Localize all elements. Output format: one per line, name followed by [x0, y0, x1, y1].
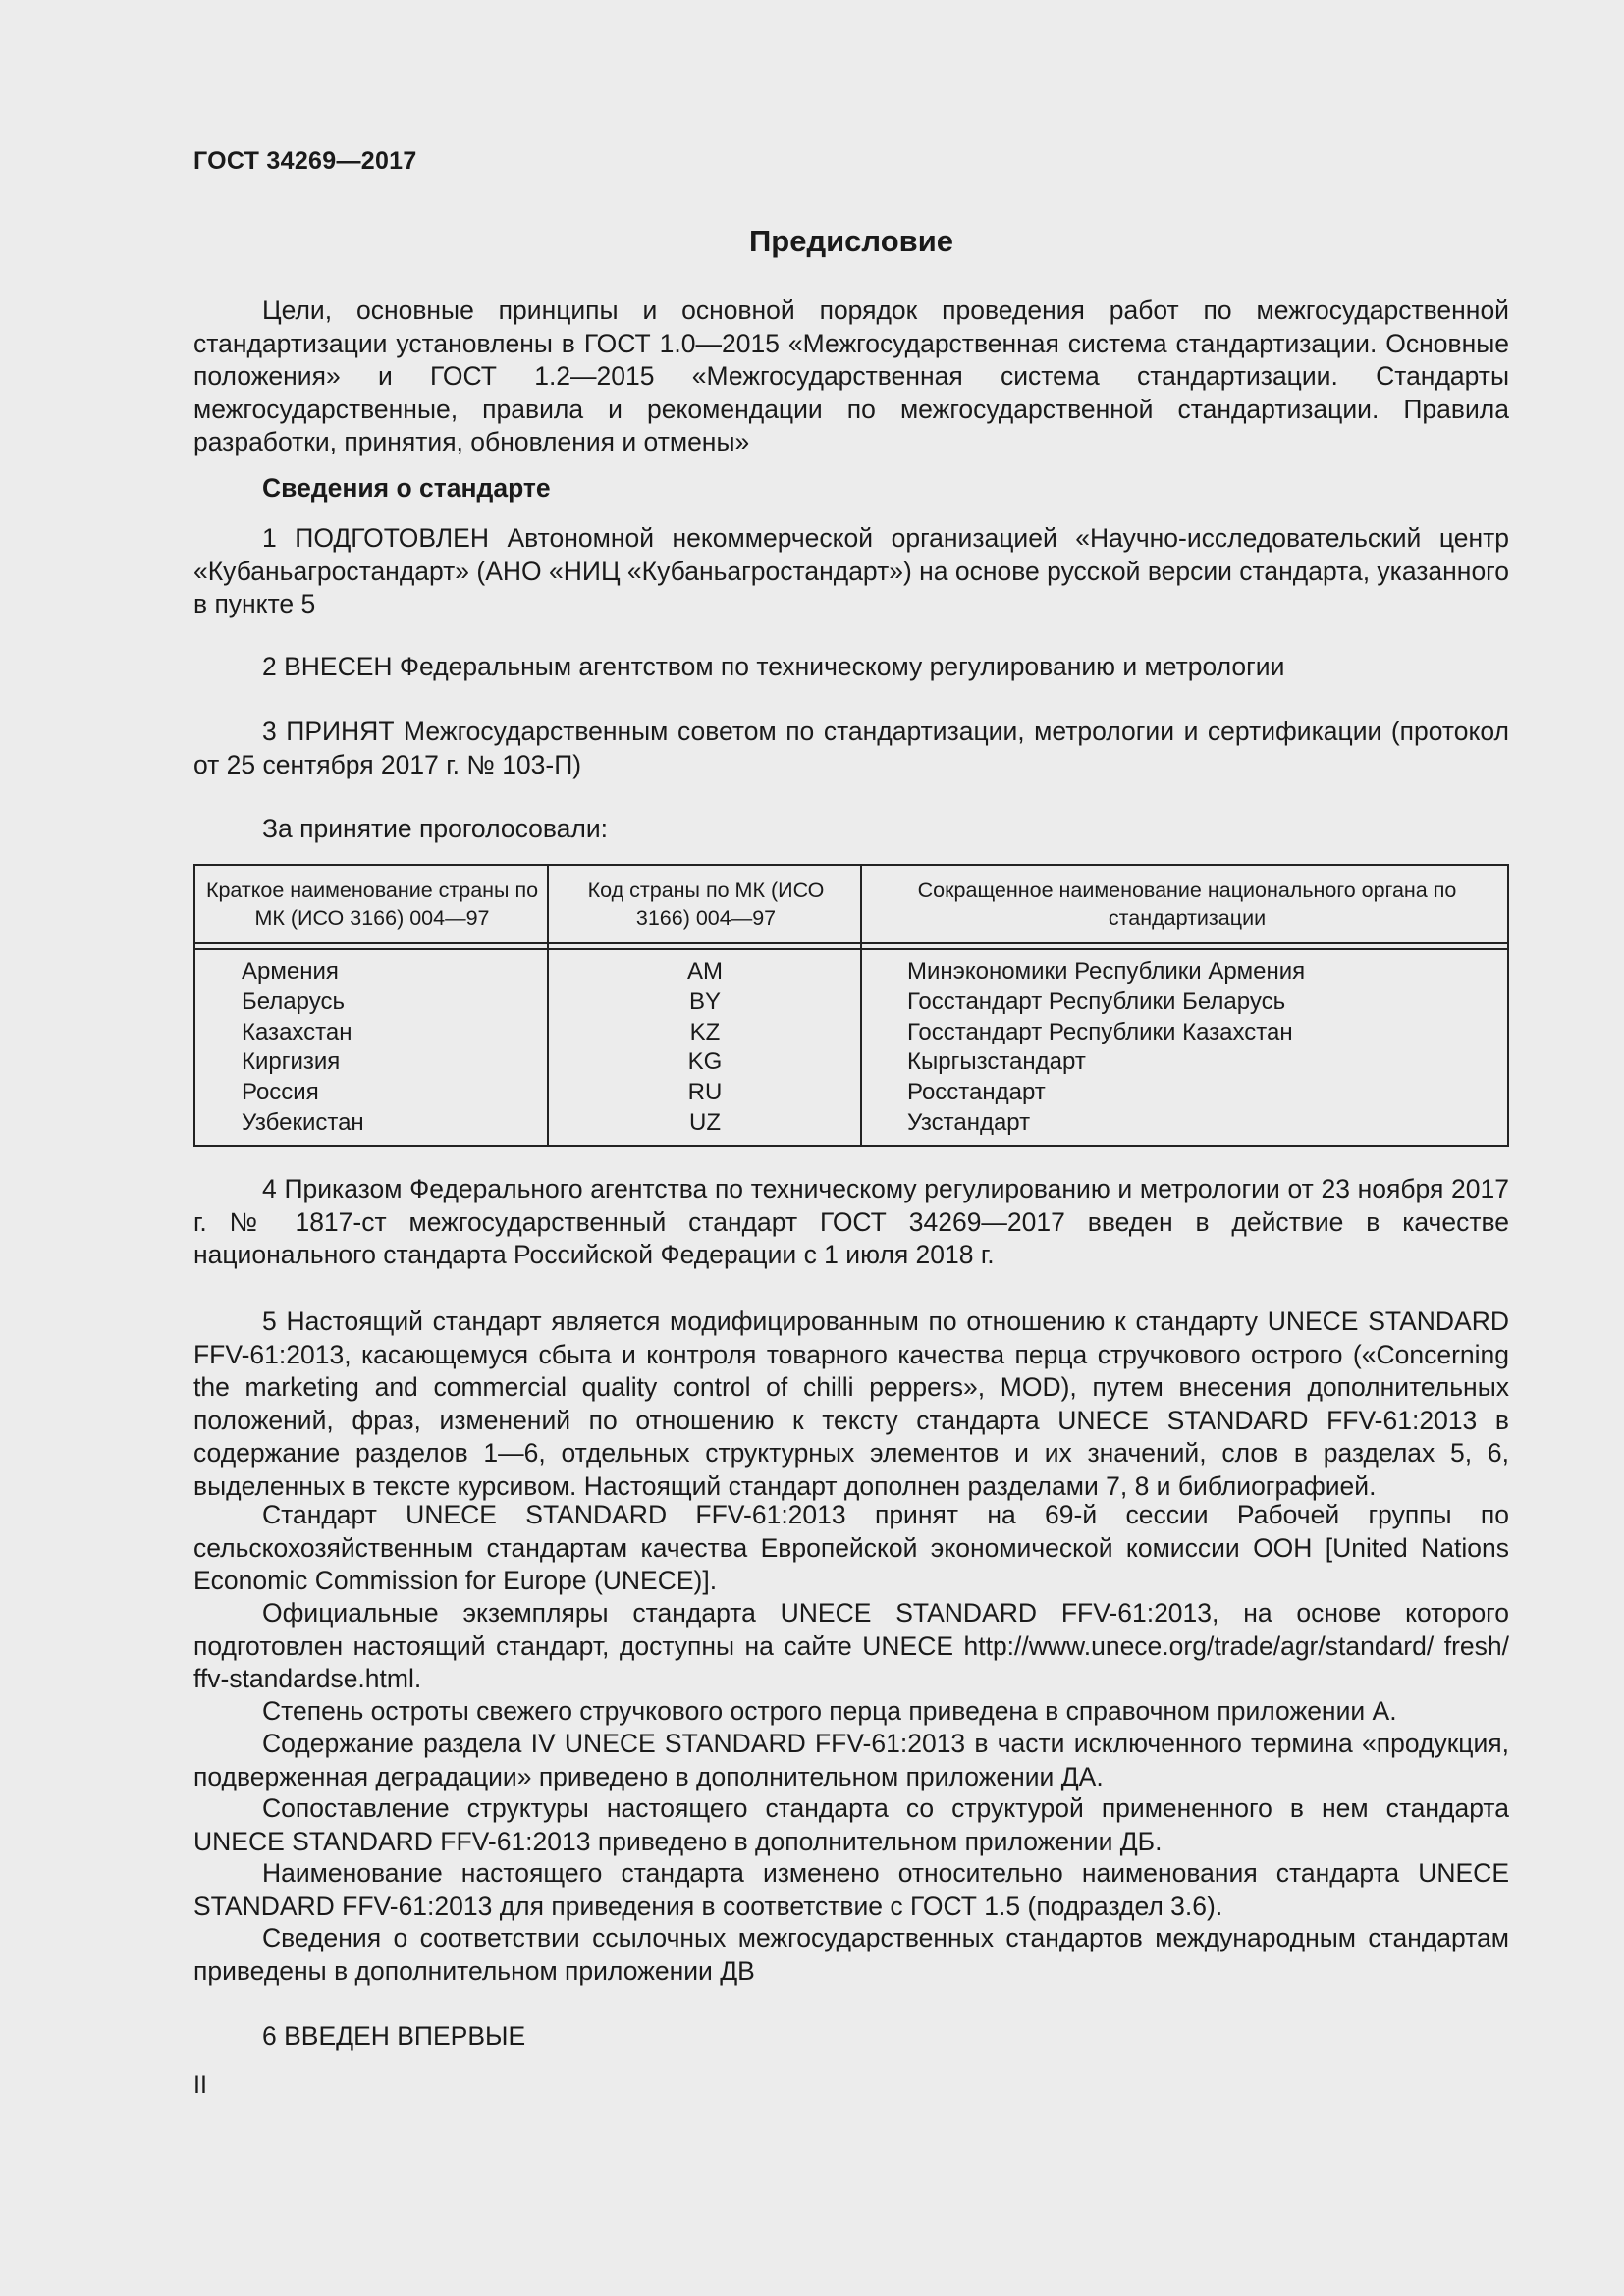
header-country: Краткое наименование страны по МК (ИСО 3166) 004—97: [205, 879, 539, 930]
item-1-paragraph: 1 ПОДГОТОВЛЕН Автономной некоммерческой организацией «Научно-исследовательский центр «Кубаньагростандарт» (АНО «НИЦ «Кубаньагростандарт») на основе русской версии стандарта, указанного в пункте 5: [193, 523, 1509, 618]
item-2-paragraph: 2 ВНЕСЕН Федеральным агентством по техническому регулированию и метрологии: [262, 652, 1285, 681]
header-body: Сокращенное наименование национального органа по стандартизации: [917, 879, 1457, 930]
document-code: ГОСТ 34269—2017: [193, 147, 417, 175]
item-6-paragraph: 6 ВВЕДЕН ВПЕРВЫЕ: [262, 2021, 526, 2051]
item-5-paragraph-pungency: Степень остроты свежего стручкового острого перца приведена в справочном приложении А.: [262, 1696, 1397, 1726]
section-heading: Сведения о стандарте: [262, 473, 551, 503]
column-bodies: [907, 957, 1305, 1139]
table-cell-body: Кыргызстандарт: [907, 1048, 1086, 1076]
intro-paragraph: Цели, основные принципы и основной порядок проведения работ по межгосударственной стандартизации установлены в ГОСТ 1.0—2015 «Межгосударственная система стандартизации. Основные положения» и ГОСТ 1.2—2015 «Межгосударственная система стандартизации. Стандарты межгосударственные, правила и рекомендации по межгосударственной стандартизации. Правила разработки, принятия, обновления и отмены»: [193, 295, 1509, 456]
table-cell-code: KZ: [689, 1018, 721, 1045]
table-cell-body: Госстандарт Республики Беларусь: [907, 988, 1286, 1015]
item-5-paragraph-references: Сведения о соответствии ссылочных межгосударственных стандартов международным стандартам приведены в дополнительном приложении ДВ: [193, 1923, 1509, 1986]
table-cell-country: Россия: [242, 1079, 319, 1106]
column-codes: [549, 957, 861, 1139]
table-cell-body: Госстандарт Республики Казахстан: [907, 1018, 1293, 1045]
item-5-paragraph-title-change: Наименование настоящего стандарта изменено относительно наименования стандарта UNECE STANDARD FFV-61:2013 для приведения в соответствие с ГОСТ 1.5 (подраздел 3.6).: [193, 1858, 1509, 1921]
voting-table: [193, 864, 1509, 1147]
table-cell-country: Армения: [242, 958, 339, 985]
item-5-paragraph-adoption: Стандарт UNECE STANDARD FFV-61:2013 принят на 69-й сессии Рабочей группы по сельскохозяйственным стандартам качества Европейской экономической комиссии ООН [United Nations Economic Commission for Europe (UNECE)].: [193, 1500, 1509, 1595]
table-header-divider: [195, 948, 1507, 950]
table-cell-code: AM: [687, 958, 723, 985]
page-title: Предисловие: [748, 224, 953, 258]
table-cell-country: Беларусь: [242, 988, 345, 1015]
table-cell-country: Узбекистан: [242, 1108, 364, 1136]
column-countries: [242, 957, 364, 1139]
vote-intro: За принятие проголосовали:: [262, 814, 609, 843]
table-cell-body: Узстандарт: [907, 1108, 1031, 1136]
table-cell-code: KG: [687, 1048, 723, 1076]
table-cell-country: Киргизия: [242, 1048, 341, 1076]
table-header-divider: [195, 942, 1507, 944]
table-cell-code: BY: [688, 988, 721, 1015]
table-cell-body: Минэкономики Республики Армения: [907, 958, 1306, 985]
item-5-paragraph: 5 Настоящий стандарт является модифицированным по отношению к стандарту UNECE STANDARD FFV-61:2013, касающемуся сбыта и контроля товарного качества перца стручкового острого («Concerning the marketing and commercial quality control of chilli peppers», MOD), путем внесения дополнительных положений, фраз, изменений по отношению к тексту стандарта UNECE STANDARD FFV-61:2013 в содержание разделов 1—6, отдельных структурных элементов и их значений, слов в разделах 5, 6, выделенных в тексте курсивом. Настоящий стандарт дополнен разделами 7, 8 и библиографией.: [193, 1307, 1509, 1501]
table-cell-code: RU: [687, 1079, 723, 1106]
table-cell-body: Росстандарт: [907, 1079, 1046, 1106]
header-code: Код страны по МК (ИСО 3166) 004—97: [587, 879, 825, 930]
item-5-paragraph-structure: Сопоставление структуры настоящего стандарта со структурой примененного в нем стандарта UNECE STANDARD FFV-61:2013 приведено в дополнительном приложении ДБ.: [193, 1793, 1509, 1856]
page-number: II: [193, 2071, 207, 2099]
item-5-paragraph-section-iv: Содержание раздела IV UNECE STANDARD FFV-61:2013 в части исключенного термина «продукция, подверженная деградации» приведено в дополнительном приложении ДА.: [193, 1729, 1509, 1791]
table-cell-country: Казахстан: [242, 1018, 352, 1045]
table-cell-code: UZ: [689, 1108, 721, 1136]
item-3-paragraph: 3 ПРИНЯТ Межгосударственным советом по стандартизации, метрологии и сертификации (протокол от 25 сентября 2017 г. № 103-П): [193, 717, 1509, 779]
item-4-paragraph: 4 Приказом Федерального агентства по техническому регулированию и метрологии от 23 ноября 2017 г. № 1817-ст межгосударственный стандарт ГОСТ 34269—2017 введен в действие в качестве национального стандарта Российской Федерации с 1 июля 2018 г.: [193, 1174, 1509, 1269]
item-5-paragraph-official-copies: Официальные экземпляры стандарта UNECE STANDARD FFV-61:2013, на основе которого подготовлен настоящий стандарт, доступны на сайте UNECE http://www.unece.org/trade/agr/standard/ fresh/ ffv-standardse.html.: [193, 1598, 1509, 1693]
